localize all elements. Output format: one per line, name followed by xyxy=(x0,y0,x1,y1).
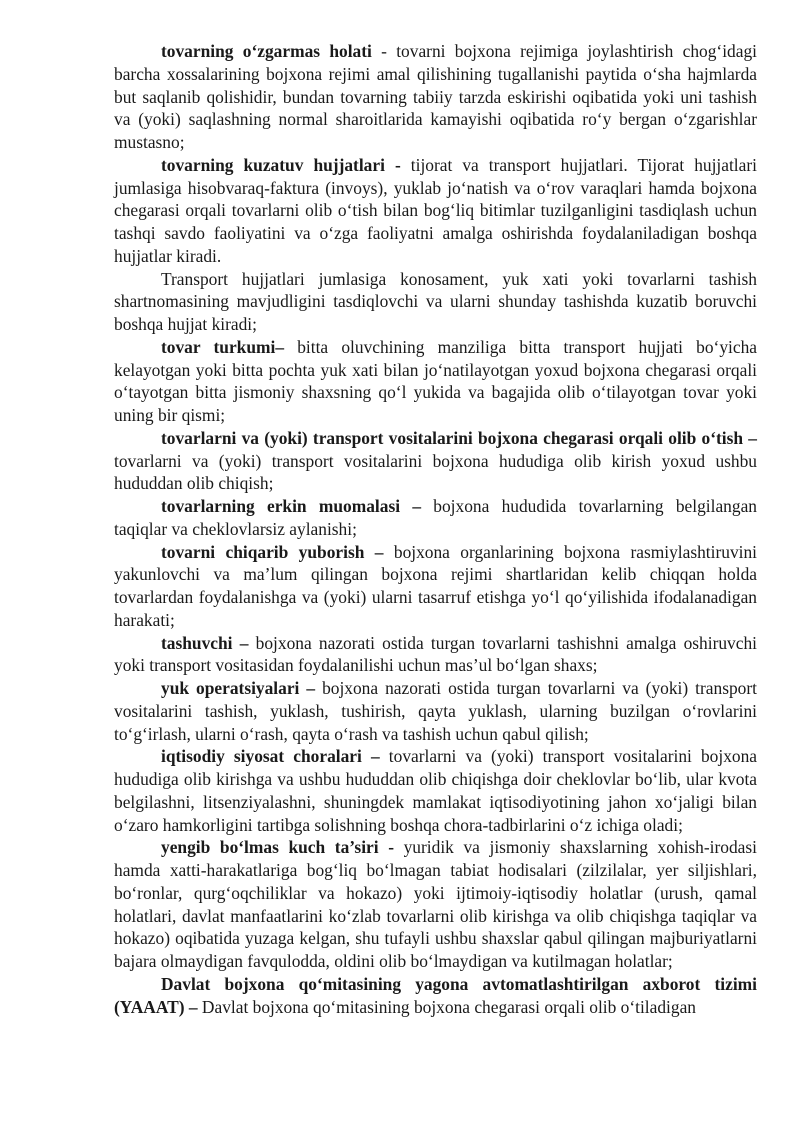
definition-paragraph xyxy=(114,336,757,427)
defined-term: yuk operatsiyalari – xyxy=(161,678,316,698)
definition-paragraph xyxy=(114,836,757,973)
definition-paragraph xyxy=(114,154,757,268)
definition-text: tovarlarni va (yoki) transport vositalarini bojxona hududiga olib kirish yoxud ushbu hududdan olib chiqish; xyxy=(114,450,757,494)
defined-term: tovarning o‘zgarmas holati xyxy=(161,41,372,61)
defined-term: tovarni chiqarib yuborish – xyxy=(161,541,384,562)
document-page xyxy=(114,40,757,1018)
definition-paragraph xyxy=(114,427,757,495)
defined-term: yengib bo‘lmas kuch ta’siri - xyxy=(161,837,394,858)
defined-term: tashuvchi – xyxy=(161,632,249,653)
definition-text: Davlat bojxona qo‘mitasining bojxona chegarasi orqali olib o‘tiladigan xyxy=(197,996,696,1017)
defined-term: Davlat bojxona qo‘mitasining yagona avtomatlashtirilgan axborot tizimi (YAAAT) – xyxy=(114,973,757,1017)
definition-text: bojxona organlarining bojxona rasmiylashtiruvini yakunlovchi va ma’lum qilingan bojxona rejimi shartlaridan kelib chiqqan holda tovarlardan foydalanishga va (yoki) ularni tasarruf etishga yo‘l qo‘yilishida ifodalanadigan harakati; xyxy=(114,541,757,630)
definition-text: bojxona nazorati ostida turgan tovarlarni va (yoki) transport vositalarini tashish, yuklash, tushirish, qayta yuklash, ularning buzilgan o‘rovlarini to‘g‘irlash, ularni o‘rash, qayta o‘rash va tashish uchun qabul qilish; xyxy=(114,678,757,744)
definition-text: tovarlarni va (yoki) transport vositalarini bojxona hududiga olib kirishga va ushbu hududdan olib chiqishga doir cheklovlar bo‘lib, ular kvota belgilashni, litsenziyalashni, shuningdek mamlakat iqtisodiyotining jahon xo‘jaligi bilan o‘zaro hamkorligini tartibga solishning boshqa chora-tadbirlarini o‘z ichiga oladi; xyxy=(114,746,757,835)
definition-paragraph xyxy=(114,495,757,541)
defined-term: tovar turkumi– xyxy=(161,336,285,357)
definition-text: - tovarni bojxona rejimiga joylashtirish chog‘idagi barcha xossalarining bojxona rejimi amal qilishining tugallanishi paytida o‘sha hajmlarda but saqlanib qolishidir, bundan tovarning tabiiy tarzda eskirishi oqibatida yoki uni tashish va (yoki) saqlashning normal sharoitlarida kamayishi oqibatida ro‘y bergan o‘zgarishlar mustasno; xyxy=(114,41,757,152)
defined-term: tovarlarning erkin muomalasi – xyxy=(161,496,422,516)
defined-term: tovarlarni va (yoki) transport vositalarini bojxona chegarasi orqali olib o‘tish – xyxy=(161,427,757,448)
defined-term: tovarning kuzatuv hujjatlari - xyxy=(161,154,401,175)
definition-text: tijorat va transport hujjatlari. Tijorat hujjatlari jumlasiga hisobvaraq-faktura (invoys), yuklab jo‘natish va o‘rov varaqlari hamda bojxona chegarasi orqali tovarlarni olib o‘tish bilan bog‘liq bitimlar tuzilganligini tasdiqlash uchun tashqi savdo faoliyatini va o‘zga faoliyatni amalga oshirishda foydalaniladigan boshqa hujjatlar kiradi. xyxy=(114,154,757,266)
definition-paragraph xyxy=(114,973,757,1019)
definition-paragraph xyxy=(114,40,757,154)
definition-paragraph xyxy=(114,677,757,745)
definition-text: bojxona hududida tovarlarning belgilangan taqiqlar va cheklovlarsiz aylanishi; xyxy=(114,496,757,539)
definition-paragraph xyxy=(114,745,757,836)
definition-paragraph xyxy=(114,541,757,632)
definition-text: bojxona nazorati ostida turgan tovarlarni tashishni amalga oshiruvchi yoki transport vositasidan foydalanilishi uchun mas’ul bo‘lgan shaxs; xyxy=(114,632,757,676)
definition-text: Transport hujjatlari jumlasiga konosament, yuk xati yoki tovarlarni tashish shartnomasining mavjudligini tasdiqlovchi va ularni shunday tashishda kuzatib boruvchi boshqa hujjat kiradi; xyxy=(114,268,757,334)
body-paragraph xyxy=(114,268,757,336)
definition-text: bitta oluvchining manziliga bitta transport hujjati bo‘yicha kelayotgan yoki bitta pochta yuk xati bilan jo‘natilayotgan yoxud bojxona chegarasi orqali o‘tayotgan bitta jismoniy shaxsning qo‘l yukida va bagajida olib o‘tilayotgan tovar yoki uning bir qismi; xyxy=(114,336,758,425)
definition-text: yuridik va jismoniy shaxslarning xohish-irodasi hamda xatti-harakatlariga bog‘liq bo‘lmagan tabiat hodisalari (zilzilalar, yer siljishlari, bo‘ronlar, qurg‘oqchiliklar va hokazo) yoki ijtimoiy-iqtisodiy holatlar (urush, qamal holatlari, davlat manfaatlarini ko‘zlab tovarlarni olib kirishga va olib chiqishga taqiqlar va hokazo) oqibatida yuzaga kelgan, shu tufayli ushbu shaxslar qabul qilingan majburiyatlarni bajara olmaydigan favqulodda, oldini olib bo‘lmaydigan va kutilmagan holatlar; xyxy=(114,837,757,971)
defined-term: iqtisodiy siyosat choralari – xyxy=(161,746,380,767)
definition-paragraph xyxy=(114,632,757,678)
